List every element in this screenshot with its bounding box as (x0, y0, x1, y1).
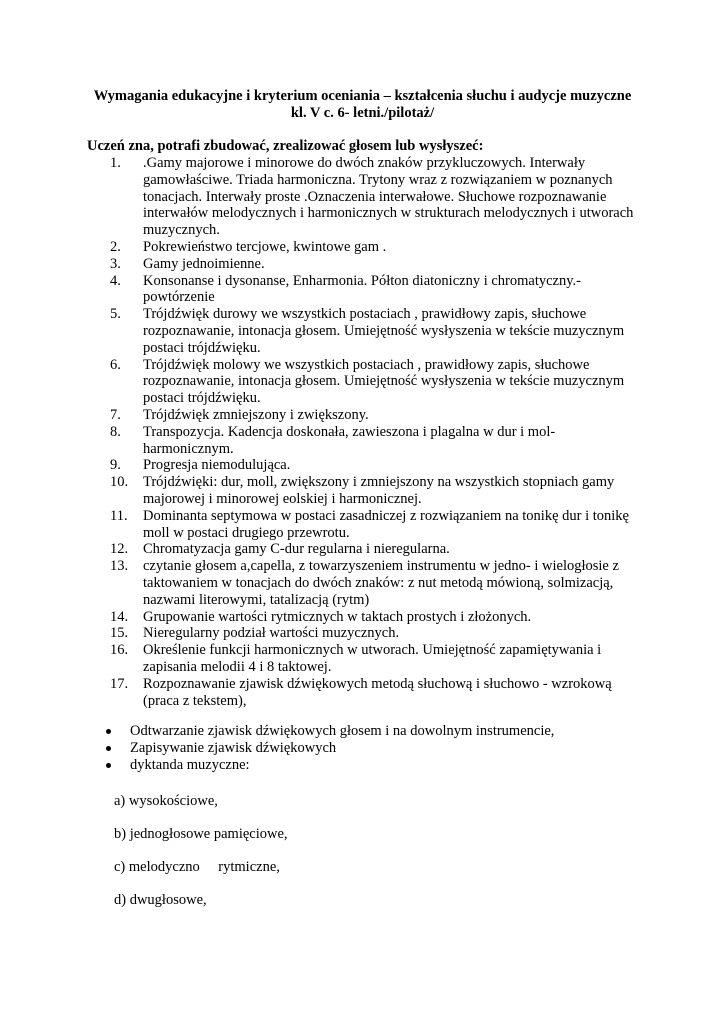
item-text: .Gamy majorowe i minorowe do dwóch znaków przykluczowych. Interwały gamowłaściwe. Triada harmoniczna. Trytony wraz z rozwiązaniem w poznanych tonacjach. Interwały proste .Oznaczenia interwałowe. Słuchowe rozpoznawanie interwałów melodycznych i harmonicznych w strukturach melodycznych i utworach muzycznych. (143, 155, 634, 239)
item-text: Konsonanse i dysonanse, Enharmonia. Półton diatoniczny i chromatyczny.- powtórzenie (143, 272, 581, 306)
item-number: 8. (110, 423, 121, 440)
item-number: 14. (110, 608, 129, 625)
item-text: Trójdźwięk molowy we wszystkich postaciach , prawidłowy zapis, słuchowe rozpoznawanie, intonacja głosem. Umiejętność wysłyszenia w tekście muzycznym postaci trójdźwięku. (143, 356, 625, 407)
item-text: Transpozycja. Kadencja doskonała, zawieszona i plagalna w dur i mol- harmonicznym. (143, 423, 556, 457)
item-number: 1. (110, 155, 121, 171)
dictation-type-b: b) jednogłosowe pamięciowe, (114, 826, 288, 842)
item-text: Trójdźwięk zmniejszony i zwiększony. (143, 406, 369, 423)
item-text: Trójdźwięk durowy we wszystkich postaciach , prawidłowy zapis, słuchowe rozpoznawanie, intonacja głosem. Umiejętność wysłyszenia w tekście muzycznym postaci trójdźwięku. (143, 306, 625, 356)
list-item (0, 357, 725, 407)
list-item (0, 424, 725, 458)
item-text: Grupowanie wartości rytmicznych w taktach prostych i złożonych. (143, 608, 532, 625)
item-text: Chromatyzacja gamy C-dur regularna i nieregularna. (143, 541, 450, 558)
bullet-item (0, 740, 725, 757)
dictation-type-c: c) melodyczno rytmiczne, (114, 859, 265, 875)
dictation-type-d: d) dwugłosowe, (114, 892, 207, 908)
item-number: 11. (110, 507, 128, 524)
bullet-item (0, 723, 725, 740)
document-title: Wymagania edukacyjne i kryterium oceniania – kształcenia słuchu i audycje muzyczne (93, 88, 632, 104)
bullet-icon (106, 763, 111, 768)
list-item (0, 541, 725, 558)
list-item (0, 508, 725, 542)
list-item (0, 407, 725, 424)
bullet-text: Zapisywanie zjawisk dźwiękowych (130, 740, 337, 756)
item-number: 10. (110, 474, 129, 491)
list-item (0, 642, 725, 676)
item-number: 2. (110, 238, 121, 255)
bullet-item (0, 757, 725, 774)
item-number: 17. (110, 675, 129, 692)
list-item (0, 558, 725, 608)
bullet-list (0, 723, 725, 774)
bullet-icon (106, 729, 111, 734)
item-text: Nieregularny podział wartości muzycznych. (143, 625, 400, 642)
item-number: 16. (110, 642, 129, 659)
item-text: Określenie funkcji harmonicznych w utworach. Umiejętność zapamiętywania i zapisania melodii 4 i 8 taktowej. (143, 642, 602, 675)
item-number: 4. (110, 272, 121, 289)
bullet-text: dyktanda muzyczne: (130, 757, 250, 773)
list-item (0, 256, 725, 273)
item-number: 5. (110, 306, 121, 323)
document-subtitle: kl. V c. 6- letni./pilotaż/ (290, 105, 435, 121)
item-number: 13. (110, 558, 129, 575)
item-text: Dominanta septymowa w postaci zasadniczej z rozwiązaniem na tonikę dur i tonikę moll w postaci drugiego przewrotu. (143, 507, 629, 541)
list-item (0, 306, 725, 356)
list-item (0, 273, 725, 307)
list-item (0, 239, 725, 256)
list-item (0, 155, 725, 239)
item-number: 7. (110, 406, 121, 423)
item-text: Pokrewieństwo tercjowe, kwintowe gam . (143, 238, 387, 255)
item-text: Gamy jednoimienne. (143, 255, 265, 272)
item-number: 9. (110, 457, 121, 474)
list-item (0, 676, 725, 710)
item-number: 3. (110, 255, 121, 272)
requirements-list (0, 155, 725, 709)
item-text: Rozpoznawanie zjawisk dźwiękowych metodą słuchową i słuchowo - wzrokową (praca z tekstem), (143, 675, 612, 709)
item-text: Progresja niemodulująca. (143, 457, 291, 474)
list-item (0, 474, 725, 508)
list-item (0, 609, 725, 626)
intro-heading: Uczeń zna, potrafi zbudować, zrealizować głosem lub wysłyszeć: (87, 138, 484, 154)
item-number: 6. (110, 356, 121, 373)
item-text: Trójdźwięki: dur, moll, zwiększony i zmniejszony na wszystkich stopniach gamy majorowej i minorowej eolskiej i harmonicznej. (143, 474, 615, 507)
bullet-text: Odtwarzanie zjawisk dźwiękowych głosem i na dowolnym instrumencie, (130, 723, 555, 739)
item-text: czytanie głosem a,capella, z towarzyszeniem instrumentu w jedno- i wielogłosie z taktowaniem w tonacjach do dwóch znaków: z nut metodą mówioną, solmizacją, nazwami literowymi, tatalizacją (rytm) (143, 558, 619, 608)
list-item (0, 625, 725, 642)
item-number: 12. (110, 541, 129, 558)
bullet-icon (106, 746, 111, 751)
dictation-type-a: a) wysokościowe, (114, 793, 218, 809)
item-number: 15. (110, 625, 129, 642)
list-item (0, 457, 725, 474)
